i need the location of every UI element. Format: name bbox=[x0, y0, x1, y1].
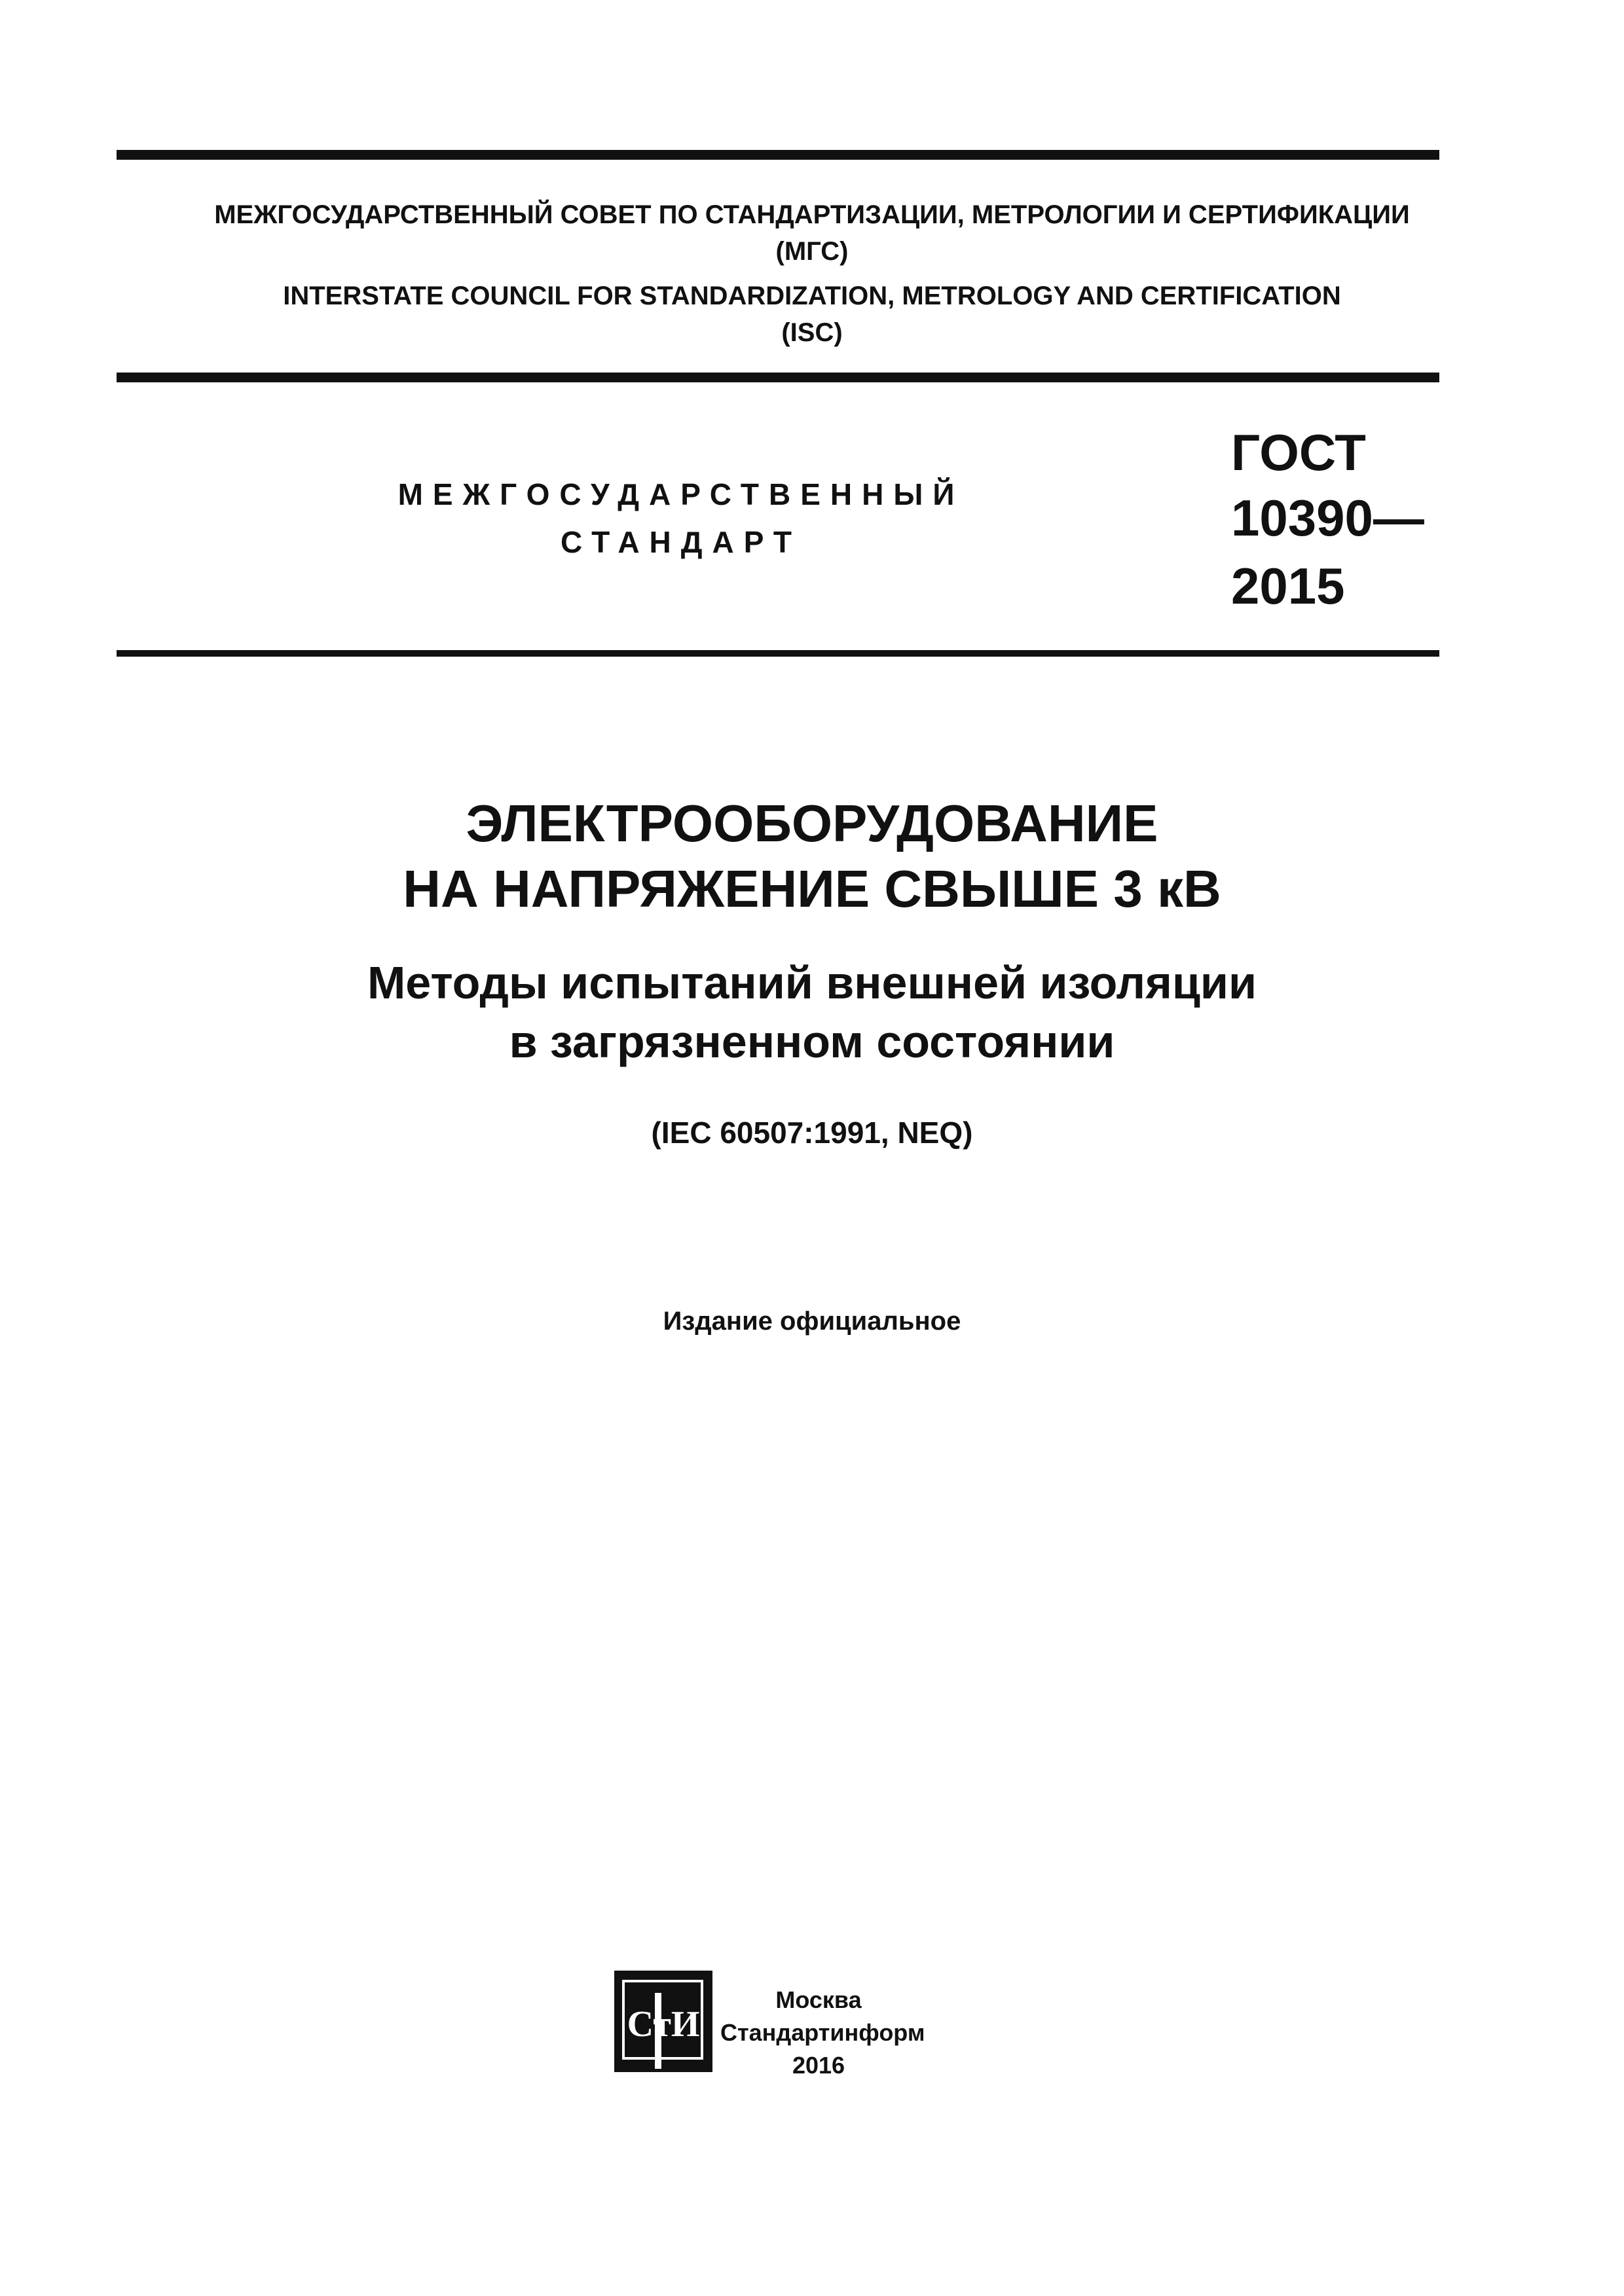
council-name-ru: МЕЖГОСУДАРСТВЕННЫЙ СОВЕТ ПО СТАНДАРТИЗАЦИИ, МЕТРОЛОГИИ И СЕРТИФИКАЦИИ bbox=[214, 200, 1410, 229]
council-abbr-ru: (МГС) bbox=[775, 237, 849, 266]
standard-type-line2: СТАНДАРТ bbox=[561, 525, 802, 559]
publication-year: 2016 bbox=[792, 2052, 845, 2079]
logo-text: СтИ bbox=[627, 2004, 700, 2045]
document-subtitle-line2: в загрязненном состоянии bbox=[509, 1016, 1115, 1067]
gost-designation-number: 10390— bbox=[1231, 489, 1424, 547]
designation-divider bbox=[117, 650, 1439, 657]
iec-reference: (IEC 60507:1991, NEQ) bbox=[651, 1116, 973, 1150]
standard-type-line1: МЕЖГОСУДАРСТВЕННЫЙ bbox=[397, 477, 965, 511]
publisher-name: Стандартинформ bbox=[720, 2019, 925, 2046]
council-abbr-en: (ISC) bbox=[781, 318, 843, 347]
top-rule bbox=[117, 150, 1439, 160]
gost-designation-year: 2015 bbox=[1231, 557, 1345, 615]
edition-note: Издание официальное bbox=[663, 1307, 961, 1336]
publisher-city: Москва bbox=[775, 1986, 862, 2013]
council-name-en: INTERSTATE COUNCIL FOR STANDARDIZATION, METROLOGY AND CERTIFICATION bbox=[283, 282, 1341, 310]
gost-designation-prefix: ГОСТ bbox=[1231, 424, 1366, 481]
document-title-line1: ЭЛЕКТРООБОРУДОВАНИЕ bbox=[466, 794, 1158, 852]
header-divider bbox=[117, 373, 1439, 382]
document-subtitle-line1: Методы испытаний внешней изоляции bbox=[367, 957, 1257, 1008]
document-title-line2: НА НАПРЯЖЕНИЕ СВЫШЕ 3 кВ bbox=[403, 860, 1221, 918]
standartinform-logo-icon bbox=[614, 1971, 712, 2072]
